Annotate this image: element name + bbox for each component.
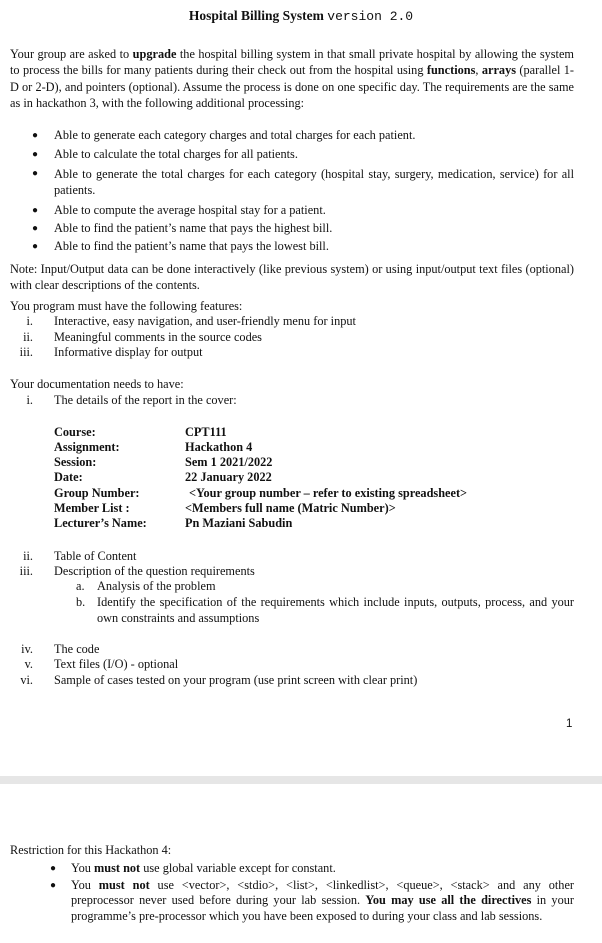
list-item: Table of Content (54, 549, 137, 563)
program-heading: You program must have the following features: (10, 299, 243, 313)
bullet-icon: ● (32, 168, 39, 179)
cover-value: CPT111 (185, 425, 227, 439)
list-item: You must not use <vector>, <stdio>, <list>, <linkedlist>, <queue>, <stack> and any other preprocessor never used before during your lab session. You may use all the directives in your programme’s pre-processor which you have been exposed to during your class and lab sessions. (71, 878, 574, 923)
cover-value: Sem 1 2021/2022 (185, 455, 273, 469)
list-item: Able to generate each category charges and total charges for each patient. (54, 128, 416, 142)
cover-value: Hackathon 4 (185, 440, 253, 454)
list-item: Informative display for output (54, 345, 203, 359)
cover-label: Session: (54, 455, 97, 469)
cover-label: Assignment: (54, 440, 120, 454)
page-2 (0, 784, 602, 943)
restriction-heading: Restriction for this Hackathon 4: (10, 843, 172, 857)
cover-label: Date: (54, 470, 83, 484)
bullet-icon: ● (32, 130, 39, 141)
cover-value: 22 January 2022 (185, 470, 272, 484)
list-item: Text files (I/O) - optional (54, 657, 179, 671)
list-item: Able to compute the average hospital stay for a patient. (54, 203, 326, 217)
page-1: Hospital Billing System version 2.0 Your group are asked to upgrade the hospital billing system in that small private hospital by allowing the system to process the bills for many patients during their check out from the hospital using functions, arrays (parallel 1-D or 2-D), and pointers (optional). Assume the process is done on one specific day. The requirements are the same as in hackathon 3, with the following additional processing: ● Able to generate each category charges and total charges for each patient. ● Able to calculate the total charges for all patients. ● Able to generate the total charges for each category (hospital stay, surgery, medication, service) for all patients. ● Able to compute the average hospital stay for a patient. ● Able to find the patient’s name that pays the highest bill. ● Able to find the patient’s name that pays the lowest bill. Note: Input/Output data can be done interactively (like previous system) or using input/output text files (optional) with clear descriptions of the contents. You program must have the following features: i. Interactive, easy navigation, and user-friendly menu for input ii. Meaningful comments in the source codes iii. Informative display for output Your documentation needs to have: i. The details of the report in the cover: Course: CPT111 Assignment: Hackathon 4 Session: Sem 1 2021/2022 Date: 22 January 2022 Group Number: <Your group number – refer to existing spreadsheet> Member List : <Members full name (Matric Number)> Lecturer’s Name: Pn Maziani Sabudin ii. Table of Content iii. Description of the question requirements a. Analysis of the problem b. Identify the specification of the requirements which include inputs, outputs, process, and your own constraints and assumptions iv. The code v. Text files (I/O) - optional vi. Sample of cases tested on your program (use print screen with clear print) 1 (0, 0, 602, 776)
page-separator (0, 776, 602, 784)
list-item: Interactive, easy navigation, and user-friendly menu for input (54, 314, 356, 328)
cover-value: <Members full name (Matric Number)> (185, 501, 396, 515)
list-item: Meaningful comments in the source codes (54, 330, 262, 344)
bullet-icon: ● (32, 223, 39, 234)
bullet-icon: ● (32, 149, 39, 160)
cover-label: Group Number: (54, 486, 140, 500)
cover-label: Course: (54, 425, 96, 439)
list-item: Sample of cases tested on your program (use print screen with clear print) (54, 673, 418, 687)
page-title: Hospital Billing System version 2.0 (188, 8, 414, 24)
list-item: Able to find the patient’s name that pays the lowest bill. (54, 239, 329, 253)
list-item: Able to calculate the total charges for all patients. (54, 147, 298, 161)
page-number: 1 (566, 718, 573, 730)
list-item: Analysis of the problem (97, 579, 216, 593)
list-item: The code (54, 642, 100, 656)
documentation-heading: Your documentation needs to have: (10, 377, 184, 391)
intro-paragraph: Your group are asked to upgrade the hospital billing system in that small private hospital by allowing the system to process the bills for many patients during their check out from the hospital using functions, arrays (parallel 1-D or 2-D), and pointers (optional). Assume the process is done on one specific day. The requirements are the same as in hackathon 3, with the following additional processing: (10, 47, 574, 110)
list-item: Identify the specification of the requirements which include inputs, outputs, process, and your own constraints and assumptions (97, 595, 574, 625)
cover-value: Pn Maziani Sabudin (185, 516, 293, 530)
list-item: Description of the question requirements (54, 564, 255, 578)
note-paragraph: Note: Input/Output data can be done interactively (like previous system) or using input/output text files (optional) with clear descriptions of the contents. (10, 262, 574, 293)
cover-value: <Your group number – refer to existing spreadsheet> (189, 486, 468, 500)
bullet-icon: ● (50, 863, 57, 874)
cover-label: Lecturer’s Name: (54, 516, 147, 530)
bullet-icon: ● (50, 880, 57, 891)
list-item: Able to find the patient’s name that pays the highest bill. (54, 221, 333, 235)
bullet-icon: ● (32, 205, 39, 216)
list-item: The details of the report in the cover: (54, 393, 237, 407)
version-label: version 2.0 (327, 9, 414, 24)
cover-label: Member List : (54, 501, 130, 515)
bullet-icon: ● (32, 241, 39, 252)
list-item: You must not use global variable except for constant. (71, 861, 336, 875)
list-item: Able to generate the total charges for each category (hospital stay, surgery, medication, service) for all patients. (54, 167, 574, 198)
